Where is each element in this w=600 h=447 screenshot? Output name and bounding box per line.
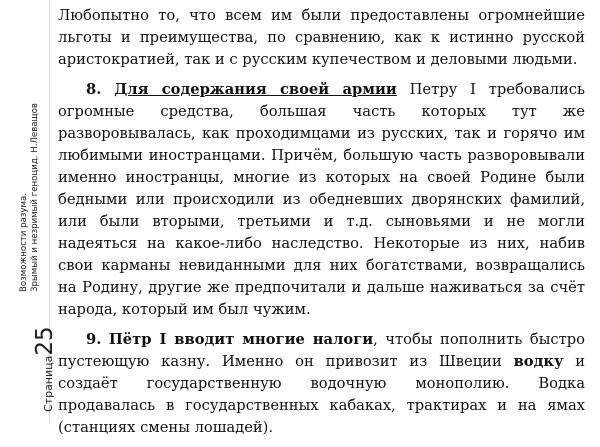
book-meta-line2: Зрымый и незримый геноцид. Н.Леващов bbox=[30, 103, 40, 292]
paragraph-9-bold-word: водку bbox=[513, 353, 564, 370]
paragraph-9-text-a: , чтобы пополнить быстро пустеющую казну. Именно он привозит из Швеции bbox=[58, 331, 586, 370]
book-meta-line1: Возможности разума. bbox=[19, 193, 29, 292]
page-label: Страница bbox=[42, 355, 55, 412]
paragraph-9-heading: Пётр I вводит многие налоги bbox=[108, 331, 374, 348]
book-meta bbox=[19, 103, 41, 292]
page-number-block bbox=[34, 326, 57, 412]
paragraph-9-text-b: и создаёт государственную водочную монополию. Водка продавалась в государственных кабаках, трактирах и на ямах (станциях смены лошадей). bbox=[58, 353, 585, 436]
page-number: 25 bbox=[32, 326, 58, 356]
page-body bbox=[58, 5, 585, 447]
paragraph-8-number: 8. bbox=[86, 81, 102, 98]
paragraph-8 bbox=[58, 79, 585, 321]
paragraph-8-text: Петру I требовались огромные средства, большая часть которых тут же разворовывалась, как проходимцами из русских, так и горячо им любимыми иностранцами. Причём, большую часть разворовывали именно иностранцы, многие из которых на своей Родине были бедными или происходили из обедневших дворянских фамилий, или были вторыми, третьими и т.д. сыновьями и не могли надеяться на какое-либо наследство. Некоторые из них, набив свои карманы невиданными для них богатствами, возвращались на Родину, другие же предпочитали и дальше наживаться за счёт народа, который им был чужим. bbox=[58, 81, 586, 318]
paragraph-8-heading: Для содержания своей армии bbox=[114, 81, 397, 98]
paragraph-9-number: 9. bbox=[86, 331, 102, 348]
paragraph-intro: Любопытно то, что всем им были предоставлены огромнейшие льготы и преимущества, по сравнению, как к истинно русской аристократией, так и с русским купечеством и деловыми людьми. bbox=[58, 7, 585, 68]
